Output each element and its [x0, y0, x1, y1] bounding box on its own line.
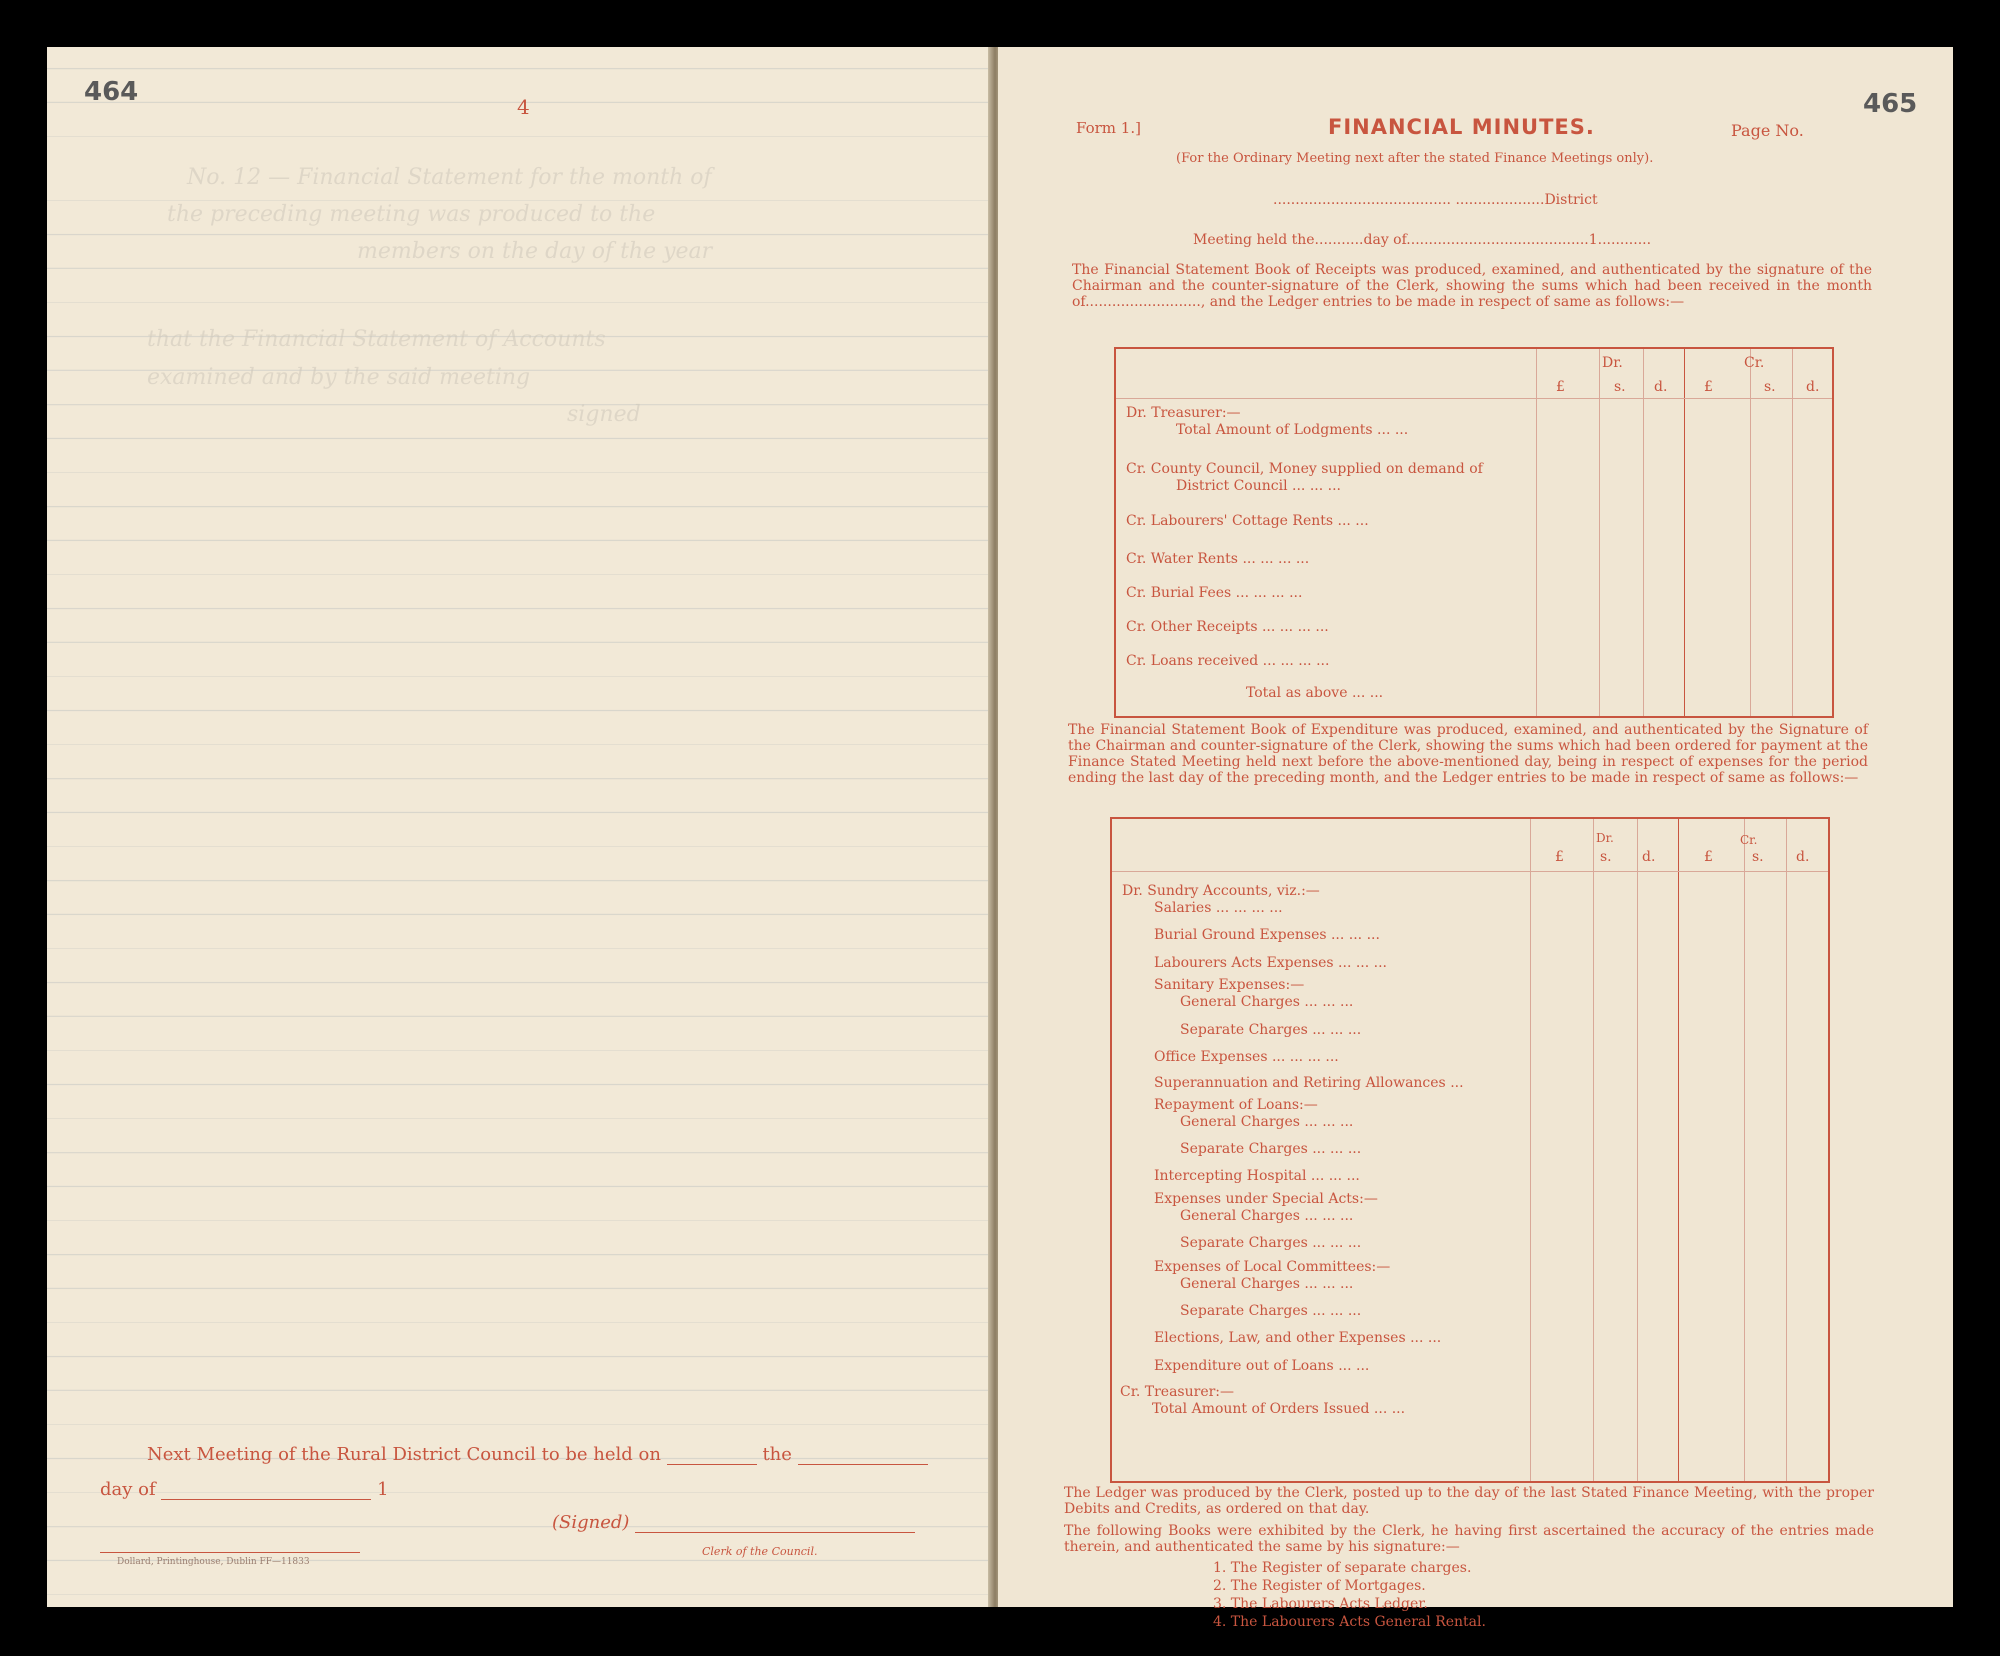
- exp-row-22: Cr. Treasurer:—: [1120, 1384, 1235, 1400]
- handwriting-line-5: examined and by the said meeting: [147, 365, 531, 390]
- exp-row-1: Dr. Sundry Accounts, viz.:—: [1122, 883, 1320, 899]
- receipts-dr-pound: £: [1556, 379, 1565, 395]
- clerk-label: Clerk of the Council.: [702, 1545, 818, 1558]
- books-list-item-1: 1. The Register of separate charges.: [1213, 1560, 1472, 1576]
- expenditure-dr-pound: £: [1555, 849, 1564, 865]
- page-no-label: Page No.: [1731, 121, 1804, 140]
- expenditure-table: [1110, 817, 1830, 1483]
- handwriting-line-1: No. 12 — Financial Statement for the month of: [187, 165, 712, 190]
- meeting-line: Meeting held the...........day of.........................................1............: [1193, 232, 1652, 248]
- exp-row-9: Superannuation and Retiring Allowances ...: [1154, 1075, 1464, 1091]
- expenditure-cr-pence: d.: [1796, 849, 1810, 865]
- signature-blank[interactable]: [635, 1514, 915, 1533]
- handwriting-line-6: signed: [567, 402, 641, 427]
- printer-imprint: Dollard, Printinghouse, Dublin FF—11833: [117, 1557, 310, 1567]
- exp-row-11: General Charges ... ... ...: [1180, 1114, 1354, 1130]
- exp-row-4: Labourers Acts Expenses ... ... ...: [1154, 955, 1388, 971]
- exp-row-12: Separate Charges ... ... ...: [1180, 1141, 1362, 1157]
- meeting-month-blank[interactable]: [798, 1446, 928, 1465]
- receipts-row-3: Cr. County Council, Money supplied on demand of: [1126, 461, 1483, 477]
- receipts-dr-pence: d.: [1654, 379, 1668, 395]
- exp-row-16: Separate Charges ... ... ...: [1180, 1235, 1362, 1251]
- expenditure-dr-pence: d.: [1642, 849, 1656, 865]
- books-list-item-2: 2. The Register of Mortgages.: [1213, 1578, 1426, 1594]
- expenditure-cr-shilling: s.: [1752, 849, 1764, 865]
- receipts-row-1: Dr. Treasurer:—: [1126, 405, 1241, 421]
- books-list-item-4: 4. The Labourers Acts General Rental.: [1213, 1614, 1486, 1630]
- receipts-cr-pence: d.: [1806, 379, 1820, 395]
- handwriting-line-3: members on the day of the year: [357, 239, 713, 264]
- left-header-number: 4: [517, 95, 530, 119]
- exp-row-14: Expenses under Special Acts:—: [1154, 1191, 1378, 1207]
- the-text: the: [762, 1444, 792, 1465]
- handwriting-line-2: the preceding meeting was produced to the: [167, 202, 656, 227]
- exp-row-5: Sanitary Expenses:—: [1154, 977, 1305, 993]
- receipts-table: [1114, 347, 1834, 718]
- expenditure-paragraph: The Financial Statement Book of Expenditure was produced, examined, and authenticated by the Signature of the Chairman and counter-signature of the Clerk, showing the sums which had been ordered for payment at the Finance Stated Meeting held next before the above-mentioned day, being in respect of expenses for the period ending the last day of the preceding month, and the Ledger entries to be made in respect of same as follows:—: [1068, 722, 1868, 786]
- expenditure-cr-pound: £: [1704, 849, 1713, 865]
- form-label: Form 1.]: [1076, 119, 1141, 137]
- district-line: ........................................ ....................District: [1273, 192, 1598, 208]
- receipts-row-5: Cr. Labourers' Cottage Rents ... ...: [1126, 513, 1369, 529]
- year-prefix: 1: [377, 1479, 389, 1500]
- receipts-cr-header: Cr.: [1744, 355, 1765, 371]
- subtitle: (For the Ordinary Meeting next after the stated Finance Meetings only).: [1176, 151, 1654, 166]
- expenditure-cr-header: Cr.: [1740, 833, 1758, 847]
- ledger-paragraph: The Ledger was produced by the Clerk, posted up to the day of the last Stated Finance Meeting, with the proper Debits and Credits, as ordered on that day.: [1064, 1485, 1874, 1517]
- signed-label: (Signed): [552, 1512, 630, 1533]
- receipts-row-6: Cr. Water Rents ... ... ... ...: [1126, 551, 1310, 567]
- books-list-item-3: 3. The Labourers Acts Ledger.: [1213, 1596, 1428, 1612]
- exp-row-7: Separate Charges ... ... ...: [1180, 1022, 1362, 1038]
- exp-row-21: Expenditure out of Loans ... ...: [1154, 1358, 1370, 1374]
- exp-row-6: General Charges ... ... ...: [1180, 994, 1354, 1010]
- signed-line: [552, 1512, 915, 1533]
- printer-divider: [100, 1552, 360, 1553]
- exp-row-2: Salaries ... ... ... ...: [1154, 900, 1283, 916]
- page-title: FINANCIAL MINUTES.: [1328, 115, 1595, 139]
- next-meeting-line: [147, 1444, 928, 1465]
- receipts-paragraph: The Financial Statement Book of Receipts was produced, examined, and authenticated by the signature of the Chairman and the counter-signature of the Clerk, showing the sums which had been received in the month of.........................., and the Ledger entries to be made in respect of same as follows:—: [1072, 262, 1872, 310]
- exp-row-3: Burial Ground Expenses ... ... ...: [1154, 927, 1380, 943]
- day-blank[interactable]: [161, 1481, 371, 1500]
- books-paragraph: The following Books were exhibited by the Clerk, he having first ascertained the accuracy of the entries made therein, and authenticated the same by his signature:—: [1064, 1523, 1874, 1555]
- exp-row-13: Intercepting Hospital ... ... ...: [1154, 1168, 1360, 1184]
- left-page-number: 464: [84, 77, 139, 107]
- receipts-row-10: Total as above ... ...: [1246, 685, 1384, 701]
- receipts-row-2: Total Amount of Lodgments ... ...: [1176, 422, 1409, 438]
- left-page: [47, 47, 992, 1607]
- receipts-dr-shilling: s.: [1614, 379, 1626, 395]
- receipts-cr-pound: £: [1704, 379, 1713, 395]
- receipts-row-8: Cr. Other Receipts ... ... ... ...: [1126, 619, 1329, 635]
- right-page-number: 465: [1863, 89, 1918, 119]
- receipts-cr-shilling: s.: [1764, 379, 1776, 395]
- day-of-line: [100, 1479, 389, 1500]
- exp-row-10: Repayment of Loans:—: [1154, 1097, 1318, 1113]
- exp-row-18: General Charges ... ... ...: [1180, 1276, 1354, 1292]
- day-of-text: day of: [100, 1479, 156, 1500]
- exp-row-8: Office Expenses ... ... ... ...: [1154, 1049, 1339, 1065]
- exp-row-23: Total Amount of Orders Issued ... ...: [1152, 1401, 1406, 1417]
- receipts-dr-header: Dr.: [1602, 355, 1623, 371]
- exp-row-20: Elections, Law, and other Expenses ... ...: [1154, 1330, 1442, 1346]
- expenditure-dr-shilling: s.: [1600, 849, 1612, 865]
- exp-row-19: Separate Charges ... ... ...: [1180, 1303, 1362, 1319]
- expenditure-dr-header: Dr.: [1596, 831, 1614, 845]
- receipts-row-9: Cr. Loans received ... ... ... ...: [1126, 653, 1330, 669]
- next-meeting-text: Next Meeting of the Rural District Council to be held on: [147, 1444, 661, 1465]
- meeting-date-blank[interactable]: [667, 1446, 757, 1465]
- exp-row-15: General Charges ... ... ...: [1180, 1208, 1354, 1224]
- handwriting-line-4: that the Financial Statement of Accounts: [147, 327, 606, 352]
- right-page: [998, 47, 1953, 1630]
- receipts-row-4: District Council ... ... ...: [1176, 478, 1341, 494]
- exp-row-17: Expenses of Local Committees:—: [1154, 1259, 1391, 1275]
- receipts-row-7: Cr. Burial Fees ... ... ... ...: [1126, 585, 1303, 601]
